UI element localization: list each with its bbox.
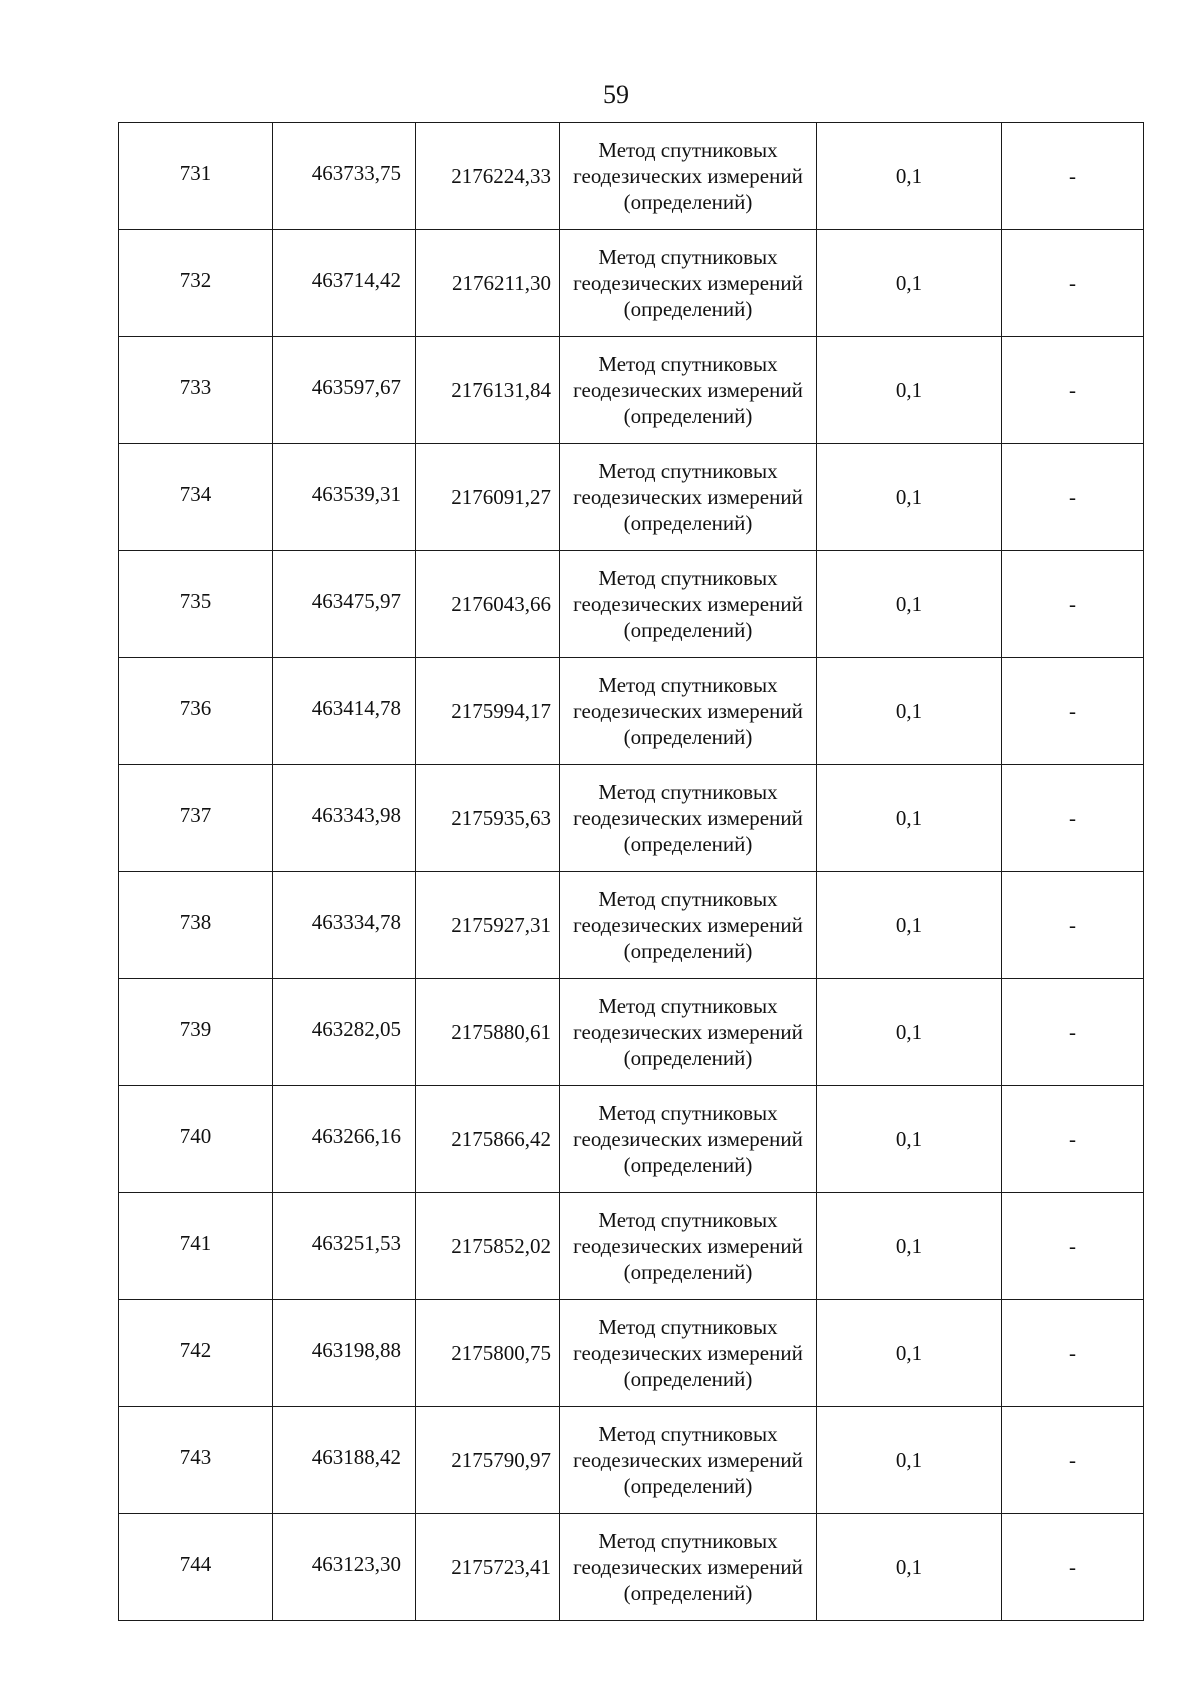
point-number-cell: 740: [119, 1086, 273, 1193]
accuracy-cell: 0,1: [817, 872, 1002, 979]
method-line-3: (определений): [623, 1367, 753, 1391]
coordinates-table-body: [119, 123, 1144, 1621]
accuracy-cell: 0,1: [817, 551, 1002, 658]
accuracy-cell: 0,1: [817, 1300, 1002, 1407]
method-line-1: Метод спутниковых: [598, 459, 778, 483]
method-line-3: (определений): [623, 832, 753, 856]
accuracy-cell: 0,1: [817, 765, 1002, 872]
method-line-2: геодезических измерений: [573, 1555, 803, 1579]
table-row: [119, 337, 1144, 444]
method-line-1: Метод спутниковых: [598, 1315, 778, 1339]
description-cell: -: [1002, 1514, 1144, 1621]
table-row: [119, 979, 1144, 1086]
point-number-cell: 735: [119, 551, 273, 658]
y-coordinate-cell: 2176211,30: [416, 230, 560, 337]
y-coordinate-cell: 2176224,33: [416, 123, 560, 230]
description-cell: -: [1002, 872, 1144, 979]
method-line-2: геодезических измерений: [573, 1020, 803, 1044]
method-line-1: Метод спутниковых: [598, 245, 778, 269]
y-coordinate-cell: 2176091,27: [416, 444, 560, 551]
x-coordinate-cell: 463198,88: [273, 1300, 416, 1407]
method-cell: [560, 444, 817, 551]
table-row: [119, 1514, 1144, 1621]
description-cell: -: [1002, 1193, 1144, 1300]
method-line-1: Метод спутниковых: [598, 1422, 778, 1446]
method-line-3: (определений): [623, 1260, 753, 1284]
y-coordinate-cell: 2176043,66: [416, 551, 560, 658]
method-line-3: (определений): [623, 404, 753, 428]
method-line-3: (определений): [623, 939, 753, 963]
description-cell: -: [1002, 1300, 1144, 1407]
table-row: [119, 872, 1144, 979]
point-number-cell: 742: [119, 1300, 273, 1407]
page-number: 59: [603, 80, 629, 109]
description-cell: -: [1002, 230, 1144, 337]
point-number-cell: 743: [119, 1407, 273, 1514]
accuracy-cell: 0,1: [817, 337, 1002, 444]
x-coordinate-cell: 463475,97: [273, 551, 416, 658]
method-cell: [560, 337, 817, 444]
y-coordinate-cell: 2175866,42: [416, 1086, 560, 1193]
method-line-1: Метод спутниковых: [598, 780, 778, 804]
method-line-2: геодезических измерений: [573, 1234, 803, 1258]
accuracy-cell: 0,1: [817, 1407, 1002, 1514]
y-coordinate-cell: 2175800,75: [416, 1300, 560, 1407]
point-number-cell: 733: [119, 337, 273, 444]
method-cell: [560, 1193, 817, 1300]
method-cell: [560, 1407, 817, 1514]
accuracy-cell: 0,1: [817, 230, 1002, 337]
method-line-2: геодезических измерений: [573, 164, 803, 188]
x-coordinate-cell: 463343,98: [273, 765, 416, 872]
method-line-1: Метод спутниковых: [598, 352, 778, 376]
method-cell: [560, 979, 817, 1086]
description-cell: -: [1002, 1086, 1144, 1193]
point-number-cell: 741: [119, 1193, 273, 1300]
x-coordinate-cell: 463539,31: [273, 444, 416, 551]
description-cell: -: [1002, 658, 1144, 765]
x-coordinate-cell: 463597,67: [273, 337, 416, 444]
coordinates-table: [118, 122, 1144, 1621]
method-line-2: геодезических измерений: [573, 592, 803, 616]
table-row: [119, 444, 1144, 551]
y-coordinate-cell: 2175935,63: [416, 765, 560, 872]
method-line-2: геодезических измерений: [573, 378, 803, 402]
table-row: [119, 551, 1144, 658]
method-line-1: Метод спутниковых: [598, 673, 778, 697]
method-line-1: Метод спутниковых: [598, 566, 778, 590]
y-coordinate-cell: 2175880,61: [416, 979, 560, 1086]
method-cell: [560, 658, 817, 765]
method-line-1: Метод спутниковых: [598, 994, 778, 1018]
table-row: [119, 1086, 1144, 1193]
point-number-cell: 737: [119, 765, 273, 872]
method-cell: [560, 1514, 817, 1621]
method-line-3: (определений): [623, 1153, 753, 1177]
method-line-1: Метод спутниковых: [598, 1208, 778, 1232]
method-line-3: (определений): [623, 1474, 753, 1498]
method-line-3: (определений): [623, 190, 753, 214]
accuracy-cell: 0,1: [817, 658, 1002, 765]
point-number-cell: 736: [119, 658, 273, 765]
accuracy-cell: 0,1: [817, 444, 1002, 551]
accuracy-cell: 0,1: [817, 1193, 1002, 1300]
method-line-1: Метод спутниковых: [598, 887, 778, 911]
x-coordinate-cell: 463733,75: [273, 123, 416, 230]
accuracy-cell: 0,1: [817, 1086, 1002, 1193]
method-line-1: Метод спутниковых: [598, 138, 778, 162]
method-cell: [560, 872, 817, 979]
y-coordinate-cell: 2175852,02: [416, 1193, 560, 1300]
x-coordinate-cell: 463282,05: [273, 979, 416, 1086]
method-line-3: (определений): [623, 1046, 753, 1070]
method-line-2: геодезических измерений: [573, 271, 803, 295]
x-coordinate-cell: 463251,53: [273, 1193, 416, 1300]
method-line-3: (определений): [623, 1581, 753, 1605]
method-cell: [560, 230, 817, 337]
point-number-cell: 732: [119, 230, 273, 337]
x-coordinate-cell: 463714,42: [273, 230, 416, 337]
point-number-cell: 744: [119, 1514, 273, 1621]
x-coordinate-cell: 463123,30: [273, 1514, 416, 1621]
method-cell: [560, 551, 817, 658]
table-row: [119, 123, 1144, 230]
table-row: [119, 1300, 1144, 1407]
description-cell: -: [1002, 123, 1144, 230]
accuracy-cell: 0,1: [817, 123, 1002, 230]
method-line-2: геодезических измерений: [573, 1127, 803, 1151]
method-line-2: геодезических измерений: [573, 913, 803, 937]
y-coordinate-cell: 2175994,17: [416, 658, 560, 765]
x-coordinate-cell: 463334,78: [273, 872, 416, 979]
method-line-1: Метод спутниковых: [598, 1529, 778, 1553]
method-line-3: (определений): [623, 297, 753, 321]
point-number-cell: 731: [119, 123, 273, 230]
method-cell: [560, 1300, 817, 1407]
table-row: [119, 1193, 1144, 1300]
method-line-3: (определений): [623, 511, 753, 535]
description-cell: -: [1002, 1407, 1144, 1514]
x-coordinate-cell: 463414,78: [273, 658, 416, 765]
y-coordinate-cell: 2175927,31: [416, 872, 560, 979]
accuracy-cell: 0,1: [817, 1514, 1002, 1621]
table-row: [119, 765, 1144, 872]
point-number-cell: 738: [119, 872, 273, 979]
table-row: [119, 230, 1144, 337]
method-line-2: геодезических измерений: [573, 1341, 803, 1365]
point-number-cell: 734: [119, 444, 273, 551]
method-line-2: геодезических измерений: [573, 806, 803, 830]
y-coordinate-cell: 2176131,84: [416, 337, 560, 444]
method-cell: [560, 765, 817, 872]
accuracy-cell: 0,1: [817, 979, 1002, 1086]
method-cell: [560, 1086, 817, 1193]
method-line-2: геодезических измерений: [573, 485, 803, 509]
description-cell: -: [1002, 444, 1144, 551]
method-line-3: (определений): [623, 725, 753, 749]
x-coordinate-cell: 463188,42: [273, 1407, 416, 1514]
description-cell: -: [1002, 551, 1144, 658]
table-row: [119, 1407, 1144, 1514]
description-cell: -: [1002, 337, 1144, 444]
method-line-3: (определений): [623, 618, 753, 642]
x-coordinate-cell: 463266,16: [273, 1086, 416, 1193]
method-line-2: геодезических измерений: [573, 1448, 803, 1472]
method-line-2: геодезических измерений: [573, 699, 803, 723]
method-line-1: Метод спутниковых: [598, 1101, 778, 1125]
table-row: [119, 658, 1144, 765]
description-cell: -: [1002, 765, 1144, 872]
description-cell: -: [1002, 979, 1144, 1086]
y-coordinate-cell: 2175723,41: [416, 1514, 560, 1621]
method-cell: [560, 123, 817, 230]
y-coordinate-cell: 2175790,97: [416, 1407, 560, 1514]
point-number-cell: 739: [119, 979, 273, 1086]
